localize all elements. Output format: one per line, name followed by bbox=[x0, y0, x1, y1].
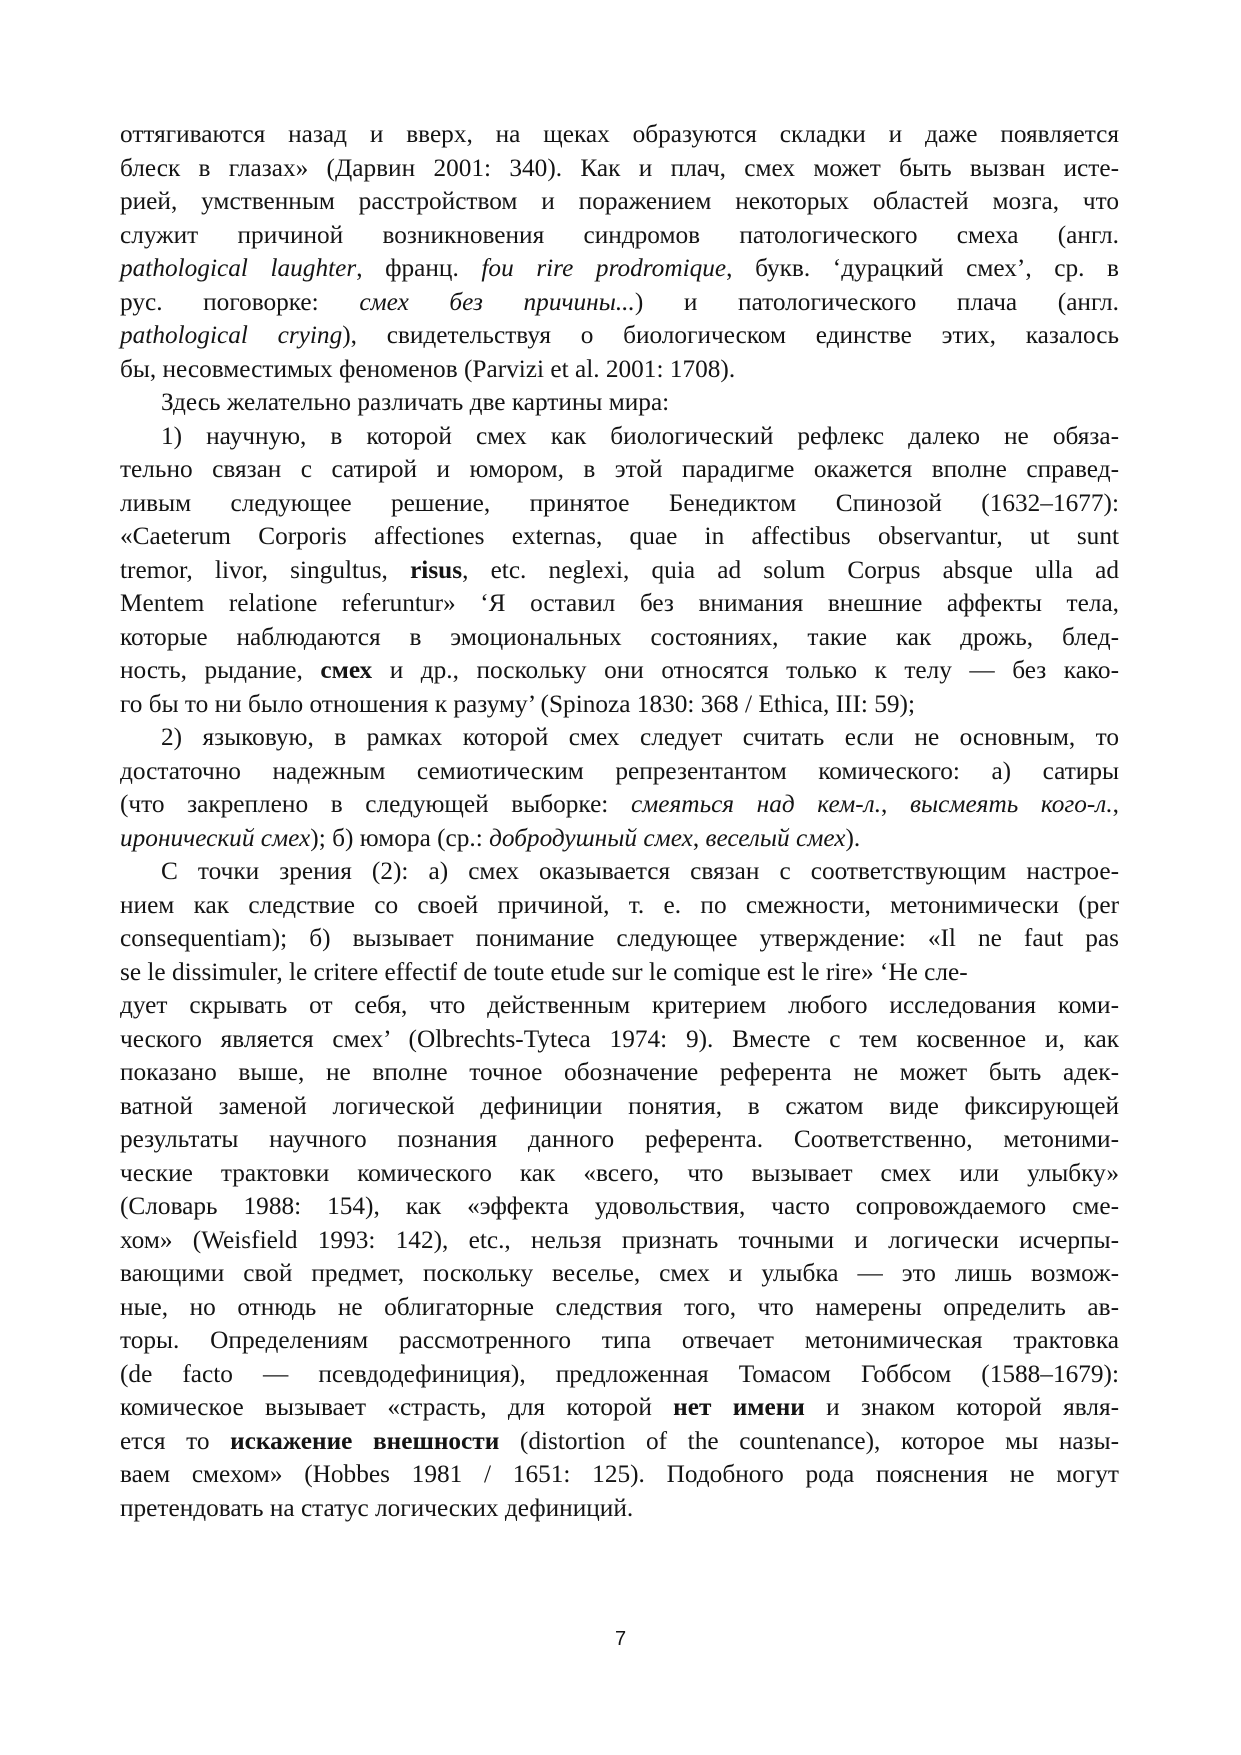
text-line bbox=[120, 654, 1119, 688]
text-segment: Здесь желательно различать две картины мира: bbox=[161, 388, 670, 416]
text-line bbox=[120, 1123, 1119, 1157]
text-line bbox=[120, 520, 1119, 554]
text-segment: , etc. neglexi, quia ad solum Corpus absque ulla ad bbox=[462, 555, 1119, 584]
text-segment: го бы то ни было отношения к разуму’ (Spinoza 1830: 368 / Ethica, III: 59); bbox=[120, 689, 916, 718]
bold-text: искажение внешности bbox=[230, 1426, 500, 1455]
text-line bbox=[120, 855, 1119, 889]
text-line bbox=[120, 353, 1119, 387]
italic-text: fou rire prodromique bbox=[481, 254, 727, 282]
text-line bbox=[120, 554, 1119, 588]
text-segment: ваем смехом» (Hobbes 1981 / 1651: 125). Подобного рода пояснения не могут bbox=[120, 1460, 1119, 1488]
text-segment: и знаком которой явля- bbox=[804, 1393, 1120, 1421]
text-segment: служит причиной возникновения синдромов патологического смеха (англ. bbox=[120, 220, 1119, 249]
text-line bbox=[120, 1157, 1119, 1191]
text-line bbox=[120, 755, 1119, 789]
text-line bbox=[120, 1425, 1119, 1459]
text-segment: и др., поскольку они относятся только к телу — без како- bbox=[372, 656, 1119, 684]
text-segment: (distortion of the countenance), которое мы назы- bbox=[499, 1426, 1120, 1455]
text-line bbox=[120, 621, 1119, 655]
text-segment: ность, рыдание, bbox=[120, 656, 321, 684]
text-segment: Mentem relatione referuntur» ‘Я оставил без внимания внешние аффекты тела, bbox=[120, 589, 1119, 617]
text-segment: оттягиваются назад и вверх, на щеках образуются складки и даже появляется bbox=[120, 120, 1119, 148]
bold-text: смех bbox=[320, 656, 373, 684]
text-segment: , франц. bbox=[356, 254, 482, 282]
text-segment: , bbox=[1112, 790, 1119, 818]
text-line bbox=[120, 386, 1119, 420]
text-segment: рией, умственным расстройством и поражением некоторых областей мозга, что bbox=[120, 187, 1119, 215]
text-segment: бы, несовместимых феноменов (Parvizi et al. 2001: 1708). bbox=[120, 354, 736, 383]
text-line bbox=[120, 219, 1119, 253]
text-segment: (de facto — псевдодефиниция), предложенная Томасом Гоббсом (1588–1679): bbox=[120, 1359, 1119, 1388]
italic-text: смеяться над кем-л. bbox=[630, 790, 882, 818]
italic-text: веселый смех bbox=[705, 823, 846, 852]
text-segment: ческие трактовки комического как «всего, что вызывает смех или улыбку» bbox=[120, 1158, 1119, 1187]
text-segment: «Caeterum Corporis affectiones externas, quae in affectibus observantur, ut sunt bbox=[120, 522, 1119, 550]
text-segment: хом» (Weisfield 1993: 142), etc., нельзя признать точными и логически исчерпы- bbox=[120, 1225, 1119, 1254]
text-line bbox=[120, 319, 1119, 353]
text-line bbox=[120, 1090, 1119, 1124]
text-segment: consequentiam); б) вызывает понимание следующее утверждение: «Il ne faut pas bbox=[120, 924, 1119, 952]
text-line bbox=[120, 420, 1119, 454]
text-line bbox=[120, 989, 1119, 1023]
text-line bbox=[120, 118, 1119, 152]
text-line bbox=[120, 587, 1119, 621]
text-segment: рус. поговорке: bbox=[120, 287, 360, 316]
text-line bbox=[120, 1324, 1119, 1358]
text-segment: ). bbox=[845, 823, 861, 852]
italic-text: высмеять кого-л. bbox=[909, 790, 1113, 818]
text-line bbox=[120, 152, 1119, 186]
text-line bbox=[120, 1056, 1119, 1090]
text-segment: которые наблюдаются в эмоциональных состояниях, такие как дрожь, блед- bbox=[120, 622, 1119, 651]
text-line bbox=[120, 1291, 1119, 1325]
bold-text: нет имени bbox=[673, 1393, 805, 1421]
text-segment: нием как следствие со своей причиной, т. е. по смежности, метонимически (per bbox=[120, 890, 1119, 919]
text-segment: se le dissimuler, le critere effectif de toute etude sur le comique est le rire» ‘Не сле- bbox=[120, 957, 968, 986]
text-line bbox=[120, 1492, 1119, 1526]
text-segment: tremor, livor, singultus, bbox=[120, 555, 411, 584]
italic-text: pathological crying bbox=[120, 321, 343, 349]
text-line bbox=[120, 721, 1119, 755]
text-segment: ется то bbox=[120, 1426, 231, 1455]
text-line bbox=[120, 788, 1119, 822]
text-segment: показано выше, не вполне точное обозначение референта не может быть адек- bbox=[120, 1058, 1119, 1086]
text-line bbox=[120, 185, 1119, 219]
text-segment: результаты научного познания данного референта. Соответственно, метоними- bbox=[120, 1125, 1119, 1153]
text-segment: комическое вызывает «страсть, для которой bbox=[120, 1393, 674, 1421]
text-line bbox=[120, 1190, 1119, 1224]
bold-text: risus bbox=[410, 555, 463, 584]
text-line bbox=[120, 1023, 1119, 1057]
text-segment: ) и патологического плача (англ. bbox=[634, 287, 1119, 316]
text-line bbox=[120, 688, 1119, 722]
text-line bbox=[120, 922, 1119, 956]
text-segment: ); б) юмора (ср.: bbox=[310, 823, 490, 852]
text-line bbox=[120, 252, 1119, 286]
italic-text: смех без причины... bbox=[359, 287, 635, 316]
text-segment: блеск в глазах» (Дарвин 2001: 340). Как и плач, смех может быть вызван исте- bbox=[120, 153, 1119, 182]
text-segment: , bbox=[881, 790, 910, 818]
text-segment: , bbox=[692, 823, 706, 852]
text-segment: (Словарь 1988: 154), как «эффекта удовольствия, часто сопровождаемого сме- bbox=[120, 1192, 1119, 1220]
text-line bbox=[120, 1358, 1119, 1392]
text-segment: торы. Определениям рассмотренного типа отвечает метонимическая трактовка bbox=[120, 1326, 1119, 1354]
text-segment: 2) языковую, в рамках которой смех следует считать если не основным, то bbox=[161, 723, 1119, 751]
text-segment: достаточно надежным семиотическим репрезентантом комического: а) сатиры bbox=[120, 756, 1119, 785]
text-segment: тельно связан с сатирой и юмором, в этой парадигме окажется вполне справед- bbox=[120, 455, 1119, 483]
text-segment: претендовать на статус логических дефиниций. bbox=[120, 1493, 634, 1522]
text-segment: 1) научную, в которой смех как биологический рефлекс далеко не обяза- bbox=[161, 421, 1119, 450]
text-segment: (что закреплено в следующей выборке: bbox=[120, 790, 631, 818]
body-text bbox=[120, 118, 1119, 1525]
text-segment: ливым следующее решение, принятое Бенедиктом Спинозой (1632–1677): bbox=[120, 488, 1119, 517]
text-line bbox=[120, 822, 1119, 856]
text-line bbox=[120, 453, 1119, 487]
text-segment: вающими свой предмет, поскольку веселье, смех и улыбка — это лишь возмож- bbox=[120, 1259, 1119, 1287]
text-segment: , букв. ‘дурацкий смех’, ср. в bbox=[726, 254, 1119, 282]
text-segment: ные, но отнюдь не облигаторные следствия того, что намерены определить ав- bbox=[120, 1292, 1119, 1321]
text-line bbox=[120, 1224, 1119, 1258]
text-line bbox=[120, 487, 1119, 521]
text-line bbox=[120, 1458, 1119, 1492]
text-segment: ), свидетельствуя о биологическом единстве этих, казалось bbox=[342, 321, 1119, 349]
text-line bbox=[120, 956, 1119, 990]
text-line bbox=[120, 889, 1119, 923]
text-segment: дует скрывать от себя, что действенным критерием любого исследования коми- bbox=[120, 991, 1119, 1019]
italic-text: добродушный смех bbox=[489, 823, 693, 852]
page-number: 7 bbox=[614, 1628, 627, 1650]
text-line bbox=[120, 1391, 1119, 1425]
text-segment: ческого является смех’ (Olbrechts-Tyteca 1974: 9). Вместе с тем косвенное и, как bbox=[120, 1024, 1119, 1053]
text-segment: ватной заменой логической дефиниции понятия, в сжатом виде фиксирующей bbox=[120, 1091, 1119, 1120]
italic-text: pathological laughter bbox=[120, 254, 357, 282]
text-segment: С точки зрения (2): а) смех оказывается связан с соответствующим настрое- bbox=[161, 857, 1119, 885]
italic-text: иронический смех bbox=[120, 823, 311, 852]
text-line bbox=[120, 1257, 1119, 1291]
text-line bbox=[120, 286, 1119, 320]
